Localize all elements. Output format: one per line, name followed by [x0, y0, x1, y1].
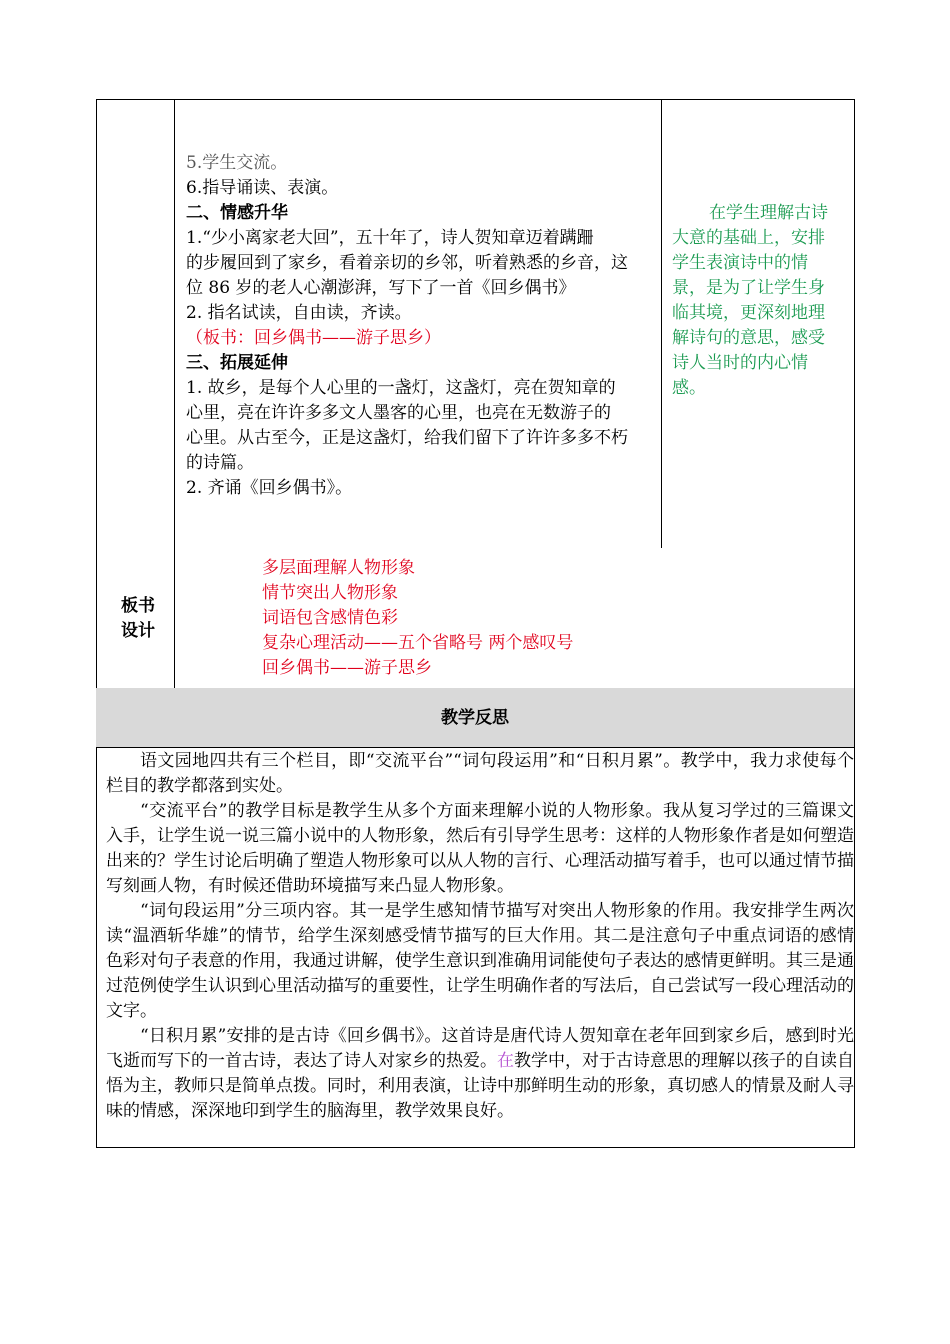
process-line: 的步履回到了家乡，看着亲切的乡邻，听着熟悉的乡音，这 — [186, 253, 628, 273]
table-border-left — [96, 99, 97, 1148]
column-divider-label — [174, 99, 175, 688]
process-line: 1. 故乡，是每个人心里的一盏灯，这盏灯，亮在贺知章的 — [186, 378, 616, 398]
table-border-right — [854, 99, 855, 1148]
design-note-line: 诗人当时的内心情 — [672, 353, 808, 373]
reflection-paragraph: “词句段运用”分三项内容。其一是学生感知情节描写对突出人物形象的作用。我安排学生两次读“温酒斩华雄”的情节，给学生深刻感受情节描写的巨大作用。其二是注意句子中重点词语的感情色彩对句子表意的作用，我通过讲解，使学生意识到准确用词能使句子表达的感情更鲜明。其三是通过范例使学生认识到心里活动描写的重要性，让学生明确作者的写法后，自己尝试写一段心理活动的文字。 — [106, 901, 854, 1021]
board-line: 情节突出人物形象 — [262, 583, 398, 603]
board-note: （板书：回乡偶书——游子思乡） — [186, 328, 441, 348]
reflection-paragraph: “日积月累”安排的是古诗《回乡偶书》。这首诗是唐代诗人贺知章在老年回到家乡后，感到时光飞逝而写下的一首古诗，表达了诗人对家乡的热爱。在教学中，对于古诗意思的理解以孩子的自读自悟为主，教师只是简单点拨。同时，利用表演，让诗中那鲜明生动的形象，真切感人的情景及耐人寻味的情感，深深地印到学生的脑海里，教学效果良好。 — [106, 1026, 854, 1121]
board-line: 多层面理解人物形象 — [262, 558, 415, 578]
reflection-paragraph: 语文园地四共有三个栏目，即“交流平台”“词句段运用”和“日积月累”。教学中，我力求使每个栏目的教学都落到实处。 — [106, 751, 854, 796]
board-label: 板书 — [121, 596, 155, 616]
row-divider-reflection-header — [96, 747, 855, 748]
process-line: 1.“少小离家老大回”，五十年了，诗人贺知章迈着蹒跚 — [186, 228, 594, 248]
reflection-body — [106, 749, 854, 1124]
process-line: 心里，亮在许许多多文人墨客的心里，也亮在无数游子的 — [186, 403, 611, 423]
board-line: 回乡偶书——游子思乡 — [262, 658, 432, 678]
design-note-line: 学生表演诗中的情 — [672, 253, 808, 273]
design-note-line: 感。 — [672, 378, 706, 398]
highlight-char: 在 — [497, 1051, 514, 1071]
process-line: 2. 指名试读，自由读，齐读。 — [186, 303, 412, 323]
section-heading: 二、情感升华 — [186, 203, 288, 223]
process-line: 的诗篇。 — [186, 453, 254, 473]
section-heading: 三、拓展延伸 — [186, 353, 288, 373]
process-line: 位 86 岁的老人心潮澎湃，写下了一首《回乡偶书》 — [186, 278, 576, 298]
column-divider-note — [661, 99, 662, 548]
design-note-line: 大意的基础上，安排 — [672, 228, 825, 248]
reflection-paragraph: “交流平台”的教学目标是教学生从多个方面来理解小说的人物形象。我从复习学过的三篇课文入手，让学生说一说三篇小说中的人物形象，然后有引导学生思考：这样的人物形象作者是如何塑造出来的？学生讨论后明确了塑造人物形象可以从人物的言行、心理活动描写着手，也可以通过情节描写刻画人物，有时候还借助环境描写来凸显人物形象。 — [106, 801, 854, 896]
process-line: 2. 齐诵《回乡偶书》。 — [186, 478, 353, 498]
process-line: 心里。从古至今，正是这盏灯，给我们留下了许许多多不朽 — [186, 428, 628, 448]
process-line: 5.学生交流。 — [186, 153, 288, 173]
design-note-line: 景，是为了让学生身 — [672, 278, 825, 298]
table-border-bottom — [96, 1147, 855, 1148]
board-line: 词语包含感情色彩 — [262, 608, 398, 628]
design-note-line: 解诗句的意思，感受 — [672, 328, 825, 348]
board-label: 设计 — [121, 621, 155, 641]
design-note-line: 临其境，更深刻地理 — [672, 303, 825, 323]
reflection-title: 教学反思 — [441, 708, 509, 728]
process-line: 6.指导诵读、表演。 — [186, 178, 339, 198]
board-line: 复杂心理活动——五个省略号 两个感叹号 — [262, 633, 574, 653]
design-note-line: 在学生理解古诗 — [709, 203, 828, 223]
table-border-top — [96, 99, 855, 100]
